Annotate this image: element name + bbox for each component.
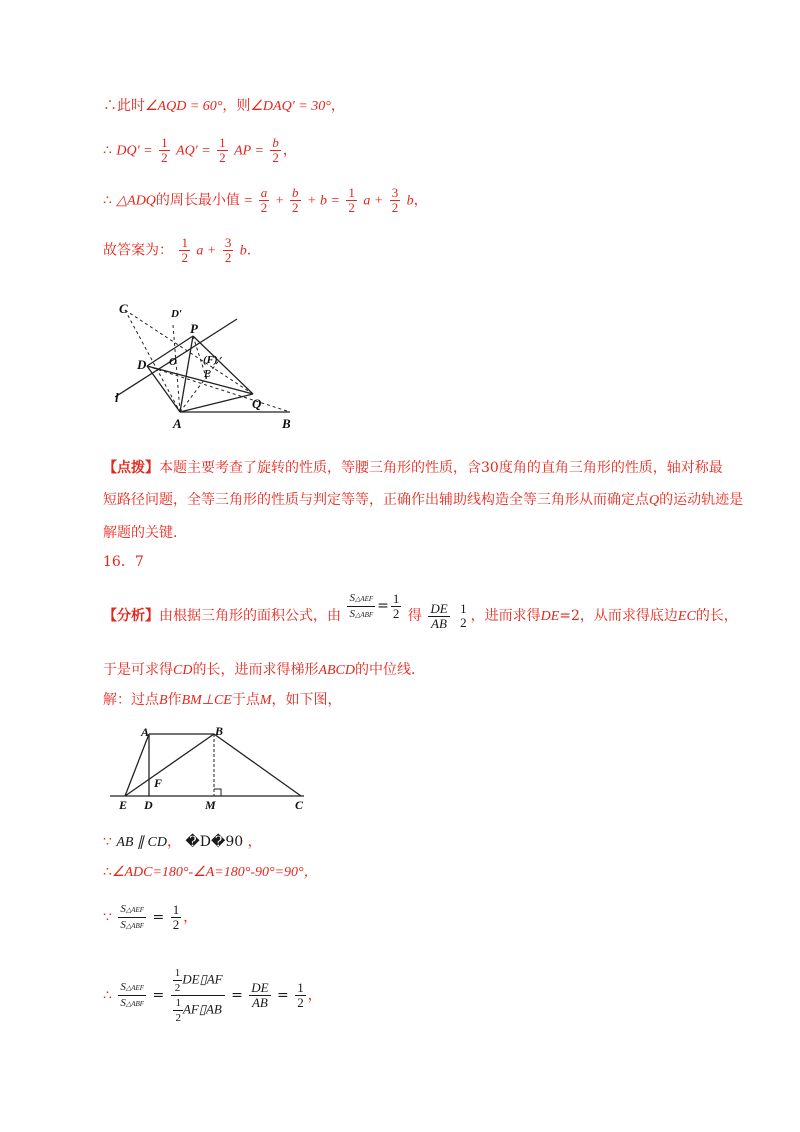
solution-text-4: ，如下图，: [271, 692, 342, 708]
s-symbol: S: [120, 919, 126, 931]
fraction-half: [179, 236, 190, 265]
question-number: 16．7: [103, 554, 144, 570]
punct: ，: [183, 909, 198, 926]
denominator: 2: [161, 150, 168, 165]
dashed-d-prime: [173, 325, 180, 412]
a-plus: a +: [196, 243, 217, 259]
fraction-half: [346, 186, 357, 215]
right-angle-mark: [214, 789, 221, 796]
therefore-text: ∴此时: [103, 98, 145, 114]
s-symbol: S: [120, 997, 126, 1009]
numerator: a: [260, 185, 268, 200]
label-d: D: [137, 357, 147, 372]
analysis-line: [103, 590, 738, 637]
label-e: E: [204, 369, 211, 380]
point-q: Q: [649, 493, 660, 508]
comment-text-4: 解题的关键.: [103, 525, 178, 541]
a-plus: a +: [363, 193, 384, 209]
denominator: 2: [348, 200, 355, 215]
question-16-number: [103, 552, 144, 572]
subscript-abf: △ABF: [125, 922, 145, 930]
fraction-half: [217, 136, 228, 165]
denominator: 2: [391, 200, 399, 215]
punct: ，: [247, 834, 262, 850]
numerator: b: [292, 185, 299, 200]
label-e: E: [119, 798, 128, 812]
equals: =: [152, 909, 165, 926]
analysis-tag: 【分析】: [103, 608, 159, 624]
segment-eb: [125, 734, 214, 796]
plus-b: + b =: [307, 193, 340, 209]
denominator: 2: [181, 250, 188, 265]
subscript-abf: △ABF: [354, 610, 374, 619]
label-f: F: [154, 776, 163, 790]
label-c: C: [295, 798, 304, 812]
fraction-half: [159, 136, 170, 165]
label-m: M: [205, 798, 216, 812]
therefore-symbol: ∴: [103, 192, 112, 209]
triangle-adq: △ADQ: [116, 193, 156, 209]
label-l: l: [115, 390, 119, 405]
label-f: (F): [203, 354, 218, 366]
analysis-line-2: [103, 660, 415, 681]
bm-perp-ce: BM⊥CE: [181, 693, 232, 708]
segment-bc: [214, 734, 301, 796]
denominator: 2: [224, 250, 232, 265]
label-d-prime: D′: [171, 308, 183, 320]
analysis-text-6: 的长，进而求得梯形: [192, 662, 319, 678]
step-area-expansion: [103, 966, 322, 1025]
b-var: b: [406, 193, 414, 209]
label-p: P: [190, 321, 198, 336]
line-angle-aqd: [103, 96, 345, 117]
denominator: AB: [431, 615, 447, 631]
step-angle-adc: [103, 862, 318, 883]
comment-text-1: 本题主要考查了旋转的性质，等腰三角形的性质，含30度角的直角三角形的性质，轴对称最: [159, 460, 723, 476]
fraction-half: [171, 903, 182, 932]
equals: =: [277, 987, 289, 1004]
therefore-symbol: ∴: [103, 864, 112, 880]
aq-prime: AQ′ =: [176, 143, 211, 159]
fraction-de-ab: [428, 602, 449, 631]
angle-daq: ∠DAQ′ = 30°: [250, 99, 331, 114]
numerator: 1: [181, 235, 188, 250]
fraction-half: [173, 996, 183, 1025]
label-b: B: [282, 416, 291, 431]
fraction-b-half: [270, 136, 281, 165]
analysis-text-4: 的长，: [695, 608, 738, 624]
answer-prefix: 故答案为：: [103, 242, 173, 259]
fraction-three-halves: [223, 236, 234, 265]
ec-var: EC: [677, 609, 696, 624]
line-dq-prime: [103, 136, 297, 165]
denominator: 2: [260, 200, 268, 215]
punct: ，: [282, 142, 297, 159]
solution-line: [103, 690, 342, 711]
perimeter-min-text: 的周长最小值: [155, 192, 240, 209]
fraction-b-half: [290, 186, 301, 215]
punct: ，: [330, 98, 345, 114]
equals: =: [231, 987, 243, 1004]
area-ratio-fraction: [118, 902, 146, 933]
denominator: AB: [251, 995, 268, 1010]
denominator: 2: [172, 917, 180, 932]
numerator: 1: [460, 601, 467, 616]
compound-fraction: [171, 966, 225, 1025]
angle-aqd: ∠AQD = 60°: [145, 99, 223, 114]
punct: ，: [307, 987, 322, 1004]
denominator: 2: [272, 150, 279, 165]
s-symbol: S: [120, 981, 126, 993]
analysis-text-3: =2，从而求得底边: [559, 608, 678, 624]
label-o: O: [169, 356, 177, 368]
analysis-text-7: 的中位线.: [355, 662, 416, 678]
comment-text-3: 的运动轨迹是: [659, 492, 744, 508]
abcd-var: ABCD: [318, 663, 356, 678]
obtain-text: 得: [407, 608, 422, 624]
punct: ，: [166, 834, 181, 850]
b-var: b: [239, 243, 247, 259]
compound-numerator: [171, 966, 225, 996]
s-symbol: S: [349, 607, 355, 620]
m-var: M: [259, 693, 272, 708]
line-perimeter-min: [103, 186, 428, 215]
area-ratio-fraction: [118, 980, 146, 1011]
label-c: C: [119, 301, 128, 316]
label-q: Q: [252, 396, 262, 411]
denominator: 2: [219, 150, 226, 165]
numerator: 1: [297, 980, 304, 995]
subscript-aef: △AEF: [354, 594, 374, 603]
cd-var: CD: [173, 663, 193, 678]
punct: .: [246, 242, 252, 259]
garbled-expression: �D�90: [185, 834, 244, 850]
analysis-text-5: 于是可求得: [103, 662, 173, 678]
label-b: B: [215, 724, 224, 738]
punct: ，: [413, 192, 428, 209]
solution-text-1: 解：过点: [103, 692, 159, 708]
equals: =: [244, 193, 253, 209]
therefore-symbol: ∴: [103, 987, 112, 1004]
line-answer: [103, 236, 251, 265]
denominator: 2: [392, 605, 400, 621]
because-symbol: ∵: [103, 909, 112, 926]
geometry-figure-2: [110, 722, 315, 812]
denominator: 2: [175, 1012, 181, 1024]
numerator: 1: [172, 902, 180, 917]
step-parallel: [103, 832, 262, 853]
fraction-three-halves: [390, 186, 401, 215]
compound-denominator: [171, 996, 225, 1025]
geometry-figure-1: [105, 295, 305, 435]
numerator: DE: [251, 980, 269, 995]
dq-prime-lhs: DQ′ =: [116, 143, 153, 159]
dashed-db: [147, 366, 290, 412]
numerator: 1: [348, 185, 355, 200]
equals: =: [377, 598, 389, 614]
equals: =: [152, 987, 165, 1004]
ab-parallel-cd: AB ∥ CD: [116, 835, 167, 850]
fraction-half-noline: [458, 602, 469, 630]
ap: AP =: [234, 143, 264, 159]
s-symbol: S: [120, 903, 126, 915]
subscript-aef: △AEF: [125, 984, 145, 992]
numerator: 1: [174, 967, 181, 979]
subscript-abf: △ABF: [125, 1000, 145, 1008]
label-a: A: [141, 725, 150, 739]
b-var: B: [159, 693, 168, 708]
analysis-text-2: ，进而求得: [470, 608, 541, 624]
label-d: D: [144, 798, 153, 812]
then-text: ，则: [222, 98, 251, 114]
s-symbol: S: [349, 591, 355, 604]
denominator: 2: [174, 982, 181, 994]
angle-adc-calc: ∠ADC=180°-∠A=180°-90°=90°，: [111, 865, 318, 880]
dashed-cq: [125, 310, 253, 394]
because-symbol: ∵: [103, 834, 112, 850]
denominator: 2: [292, 200, 299, 215]
de-var: DE: [540, 609, 560, 624]
label-a: A: [173, 416, 182, 431]
numerator: 3: [391, 185, 399, 200]
solution-text-2: 作: [167, 692, 182, 708]
numerator: 3: [224, 235, 232, 250]
solution-text-3: 于点: [231, 692, 260, 708]
fraction-half: [295, 981, 306, 1010]
therefore-symbol: ∴: [103, 142, 112, 159]
fraction-a-half: [259, 186, 270, 215]
numerator: 1: [219, 135, 226, 150]
de-times-af: DE▯AF: [182, 971, 223, 987]
analysis-text-1: 由根据三角形的面积公式，由: [159, 608, 341, 624]
fraction-half: [173, 966, 183, 995]
plus: +: [275, 193, 284, 209]
comment-block: [103, 452, 748, 549]
comment-tag: 【点拨】: [103, 460, 159, 476]
numerator: 1: [161, 135, 168, 150]
numerator: b: [272, 135, 279, 150]
numerator: 1: [392, 590, 400, 606]
subscript-aef: △AEF: [125, 906, 145, 914]
fraction-de-ab: [249, 981, 270, 1010]
numerator: DE: [430, 600, 448, 616]
segment-ae: [125, 734, 149, 796]
comment-text-2: 短路径问题，全等三角形的性质与判定等等，正确作出辅助线构造全等三角形从而确定点: [103, 492, 649, 508]
denominator: 2: [297, 995, 304, 1010]
denominator: 2: [460, 615, 467, 630]
step-area-ratio: [103, 902, 197, 933]
numerator: 1: [175, 997, 181, 1009]
fraction-half: [391, 592, 402, 621]
af-times-ab: AF▯AB: [182, 1001, 222, 1017]
area-ratio-fraction: [347, 591, 375, 622]
